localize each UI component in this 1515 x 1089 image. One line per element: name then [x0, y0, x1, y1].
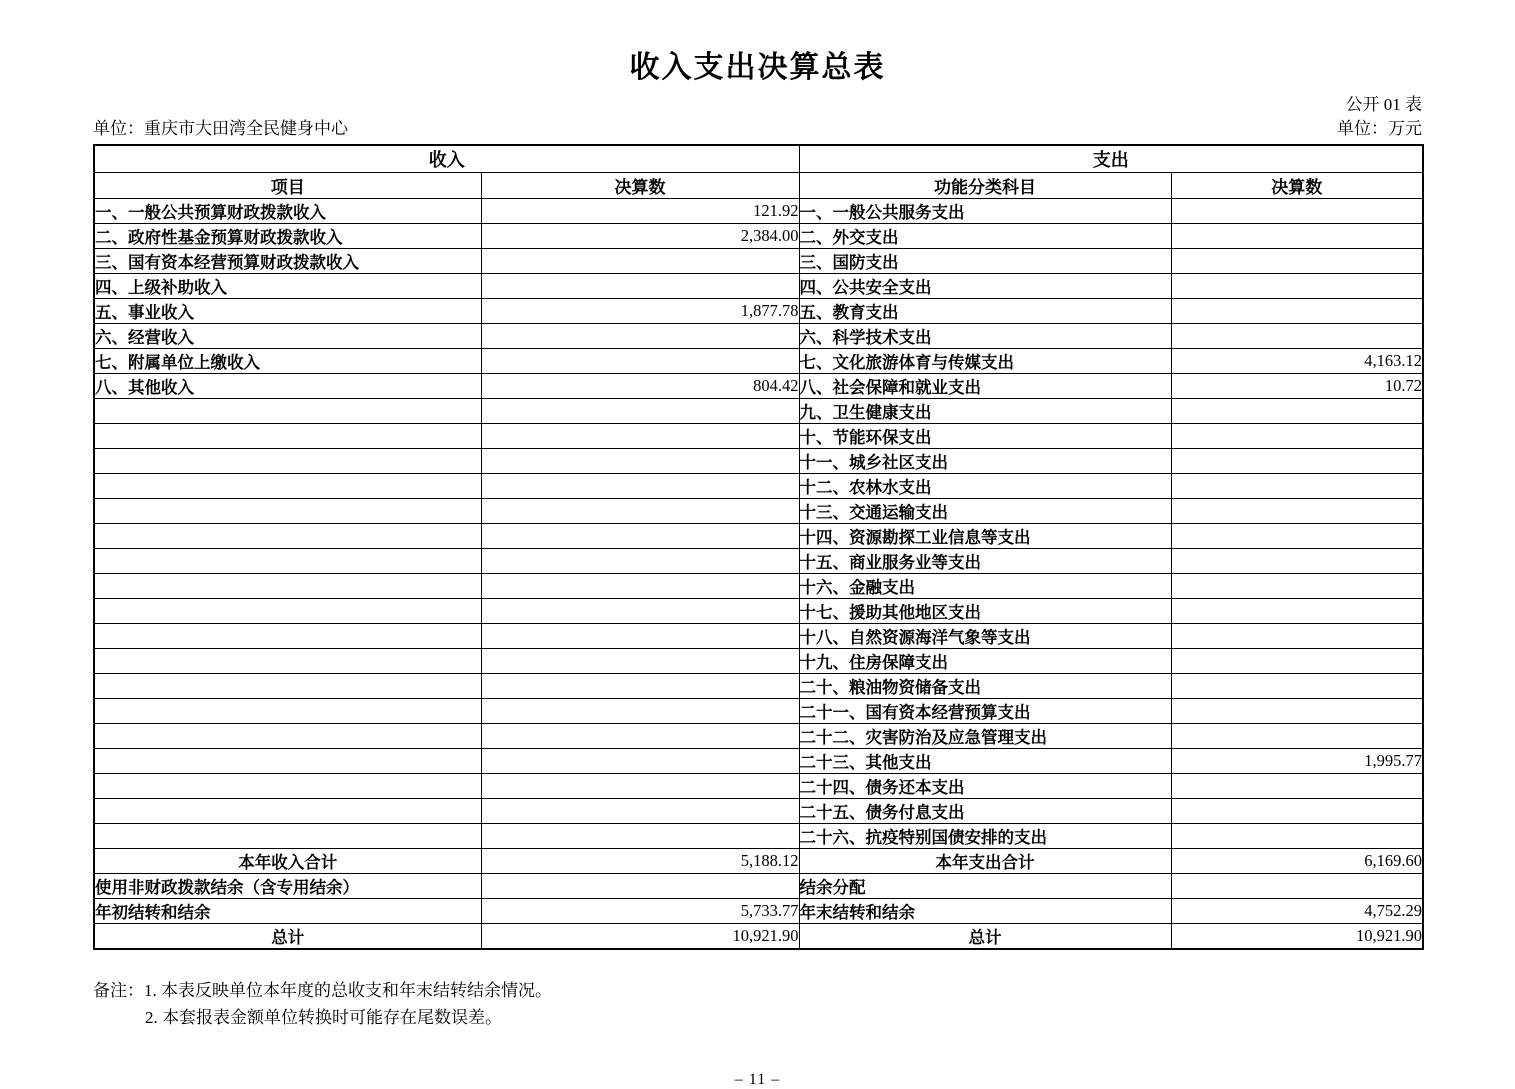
expense-item-cell: 二十三、其他支出 [799, 749, 1171, 774]
expense-amount-cell [1171, 224, 1423, 249]
income-item-cell [94, 499, 481, 524]
expense-amount-cell [1171, 299, 1423, 324]
income-amount-cell [481, 549, 799, 574]
income-item-cell [94, 599, 481, 624]
unit-name: 单位：重庆市大田湾全民健身中心 [93, 119, 348, 138]
table-row [94, 674, 1423, 699]
income-amount-cell [481, 274, 799, 299]
income-amount-cell [481, 599, 799, 624]
income-amount-cell: 5,733.77 [481, 899, 799, 924]
table-row [94, 699, 1423, 724]
income-amount-cell [481, 874, 799, 899]
income-amount-cell: 1,877.78 [481, 299, 799, 324]
income-item-cell: 八、其他收入 [94, 374, 481, 399]
income-item-cell: 四、上级补助收入 [94, 274, 481, 299]
expense-amount-cell [1171, 824, 1423, 849]
income-amount-cell: 2,384.00 [481, 224, 799, 249]
table-row [94, 524, 1423, 549]
expense-item-cell: 二十一、国有资本经营预算支出 [799, 699, 1171, 724]
expense-amount-cell [1171, 724, 1423, 749]
expense-amount-cell [1171, 474, 1423, 499]
page-title: 收入支出决算总表 [629, 51, 886, 84]
expense-amount-cell [1171, 574, 1423, 599]
expense-item-cell: 六、科学技术支出 [799, 324, 1171, 349]
table-row [94, 374, 1423, 399]
income-item-cell [94, 774, 481, 799]
table-row [94, 649, 1423, 674]
expense-item-cell: 十三、交通运输支出 [799, 499, 1171, 524]
table-row [94, 924, 1423, 950]
income-amount-cell: 10,921.90 [481, 924, 799, 950]
income-item-cell [94, 649, 481, 674]
table-row [94, 249, 1423, 274]
expense-item-cell: 十、节能环保支出 [799, 424, 1171, 449]
expense-amount-cell [1171, 399, 1423, 424]
income-section-header: 收入 [94, 145, 799, 173]
expense-item-cell: 十二、农林水支出 [799, 474, 1171, 499]
table-number: 公开 01 表 [1345, 95, 1422, 114]
expense-item-cell: 十一、城乡社区支出 [799, 449, 1171, 474]
expense-item-cell: 二十、粮油物资储备支出 [799, 674, 1171, 699]
expense-amount-cell: 4,163.12 [1171, 349, 1423, 374]
income-amount-cell [481, 824, 799, 849]
note-line-2 [93, 1004, 1422, 1031]
income-item-cell [94, 674, 481, 699]
budget-summary-table [93, 144, 1424, 950]
income-item-cell [94, 474, 481, 499]
column-header-row [94, 173, 1423, 199]
income-amount-cell [481, 674, 799, 699]
table-row [94, 599, 1423, 624]
table-row [94, 799, 1423, 824]
income-item-cell [94, 524, 481, 549]
expense-item-cell: 十七、援助其他地区支出 [799, 599, 1171, 624]
table-row [94, 449, 1423, 474]
table-row [94, 874, 1423, 899]
income-amount-cell [481, 724, 799, 749]
expense-item-cell: 八、社会保障和就业支出 [799, 374, 1171, 399]
income-amount-cell: 804.42 [481, 374, 799, 399]
notes [93, 977, 1422, 1031]
expense-amount-cell [1171, 599, 1423, 624]
income-item-cell [94, 449, 481, 474]
income-item-cell: 总计 [94, 924, 481, 950]
expense-item-cell: 二十五、债务付息支出 [799, 799, 1171, 824]
income-item-cell: 年初结转和结余 [94, 899, 481, 924]
expense-amount-cell [1171, 774, 1423, 799]
table-row [94, 824, 1423, 849]
table-row [94, 549, 1423, 574]
income-amount-cell [481, 624, 799, 649]
expense-item-cell: 年末结转和结余 [799, 899, 1171, 924]
meta-row [93, 119, 1422, 139]
expense-amount-cell: 10.72 [1171, 374, 1423, 399]
expense-item-cell: 二、外交支出 [799, 224, 1171, 249]
income-item-cell: 二、政府性基金预算财政拨款收入 [94, 224, 481, 249]
income-item-cell [94, 699, 481, 724]
income-item-cell: 五、事业收入 [94, 299, 481, 324]
income-amount-cell [481, 649, 799, 674]
expense-item-cell: 九、卫生健康支出 [799, 399, 1171, 424]
table-row [94, 499, 1423, 524]
note-text-2: 2. 本套报表金额单位转换时可能存在尾数误差。 [145, 1008, 502, 1027]
income-item-cell [94, 724, 481, 749]
expense-item-cell: 总计 [799, 924, 1171, 950]
expense-item-cell: 七、文化旅游体育与传媒支出 [799, 349, 1171, 374]
income-amount-cell [481, 474, 799, 499]
expense-amount-cell: 1,995.77 [1171, 749, 1423, 774]
expense-amount-cell [1171, 874, 1423, 899]
expense-item-cell: 一、一般公共服务支出 [799, 199, 1171, 224]
expense-amount-cell: 4,752.29 [1171, 899, 1423, 924]
expense-item-cell: 四、公共安全支出 [799, 274, 1171, 299]
expense-amount-cell [1171, 449, 1423, 474]
expense-amount-cell [1171, 649, 1423, 674]
expense-item-cell: 十六、金融支出 [799, 574, 1171, 599]
table-body [94, 199, 1423, 950]
income-amount-cell: 5,188.12 [481, 849, 799, 874]
income-item-cell [94, 399, 481, 424]
income-item-cell [94, 824, 481, 849]
expense-item-cell: 十八、自然资源海洋气象等支出 [799, 624, 1171, 649]
unit-of-measure: 单位：万元 [1337, 119, 1422, 138]
page-number: – 11 – [734, 1071, 781, 1088]
expense-amount-cell [1171, 199, 1423, 224]
income-amount-cell [481, 249, 799, 274]
income-item-cell: 一、一般公共预算财政拨款收入 [94, 199, 481, 224]
expense-item-cell: 十四、资源勘探工业信息等支出 [799, 524, 1171, 549]
table-row [94, 349, 1423, 374]
income-amount-cell [481, 574, 799, 599]
table-row [94, 749, 1423, 774]
expense-item-cell: 五、教育支出 [799, 299, 1171, 324]
expense-amount-cell [1171, 274, 1423, 299]
expense-item-cell: 二十二、灾害防治及应急管理支出 [799, 724, 1171, 749]
table-row [94, 324, 1423, 349]
income-amount-cell [481, 349, 799, 374]
expense-amount-cell [1171, 699, 1423, 724]
table-row [94, 299, 1423, 324]
expense-amount-cell [1171, 524, 1423, 549]
income-item-cell [94, 799, 481, 824]
income-amount-cell [481, 749, 799, 774]
expense-item-header: 功能分类科目 [799, 173, 1171, 199]
expense-amount-cell: 10,921.90 [1171, 924, 1423, 950]
table-row [94, 474, 1423, 499]
income-item-cell: 七、附属单位上缴收入 [94, 349, 481, 374]
income-amount-cell [481, 399, 799, 424]
expense-item-cell: 三、国防支出 [799, 249, 1171, 274]
income-amount-cell [481, 324, 799, 349]
expense-amount-cell [1171, 424, 1423, 449]
expense-item-cell: 结余分配 [799, 874, 1171, 899]
expense-amount-cell [1171, 674, 1423, 699]
table-row [94, 424, 1423, 449]
table-row [94, 274, 1423, 299]
income-item-cell: 本年收入合计 [94, 849, 481, 874]
table-row [94, 399, 1423, 424]
expense-item-cell: 二十六、抗疫特别国债安排的支出 [799, 824, 1171, 849]
income-item-cell [94, 624, 481, 649]
expense-amount-cell [1171, 549, 1423, 574]
expense-section-header: 支出 [799, 145, 1423, 173]
table-row [94, 849, 1423, 874]
expense-item-cell: 十九、住房保障支出 [799, 649, 1171, 674]
table-row [94, 224, 1423, 249]
income-item-cell [94, 749, 481, 774]
income-amount-cell [481, 524, 799, 549]
expense-amount-header: 决算数 [1171, 173, 1423, 199]
income-amount-cell [481, 774, 799, 799]
income-item-cell [94, 574, 481, 599]
income-amount-header: 决算数 [481, 173, 799, 199]
income-item-cell [94, 424, 481, 449]
expense-item-cell: 本年支出合计 [799, 849, 1171, 874]
section-header-row [94, 145, 1423, 173]
income-amount-cell [481, 799, 799, 824]
income-amount-cell: 121.92 [481, 199, 799, 224]
income-amount-cell [481, 699, 799, 724]
table-row [94, 724, 1423, 749]
note-line-1 [93, 977, 1422, 1004]
notes-label: 备注： [93, 981, 144, 1000]
note-text-1: 1. 本表反映单位本年度的总收支和年末结转结余情况。 [144, 981, 552, 1000]
income-item-cell: 六、经营收入 [94, 324, 481, 349]
income-amount-cell [481, 499, 799, 524]
expense-amount-cell: 6,169.60 [1171, 849, 1423, 874]
expense-amount-cell [1171, 324, 1423, 349]
expense-amount-cell [1171, 624, 1423, 649]
table-row [94, 574, 1423, 599]
income-amount-cell [481, 449, 799, 474]
income-item-cell: 使用非财政拨款结余（含专用结余） [94, 874, 481, 899]
expense-item-cell: 十五、商业服务业等支出 [799, 549, 1171, 574]
table-row [94, 774, 1423, 799]
expense-amount-cell [1171, 499, 1423, 524]
expense-amount-cell [1171, 799, 1423, 824]
table-row [94, 624, 1423, 649]
table-row [94, 899, 1423, 924]
income-amount-cell [481, 424, 799, 449]
income-item-cell: 三、国有资本经营预算财政拨款收入 [94, 249, 481, 274]
expense-amount-cell [1171, 249, 1423, 274]
expense-item-cell: 二十四、债务还本支出 [799, 774, 1171, 799]
income-item-header: 项目 [94, 173, 481, 199]
table-row [94, 199, 1423, 224]
income-item-cell [94, 549, 481, 574]
